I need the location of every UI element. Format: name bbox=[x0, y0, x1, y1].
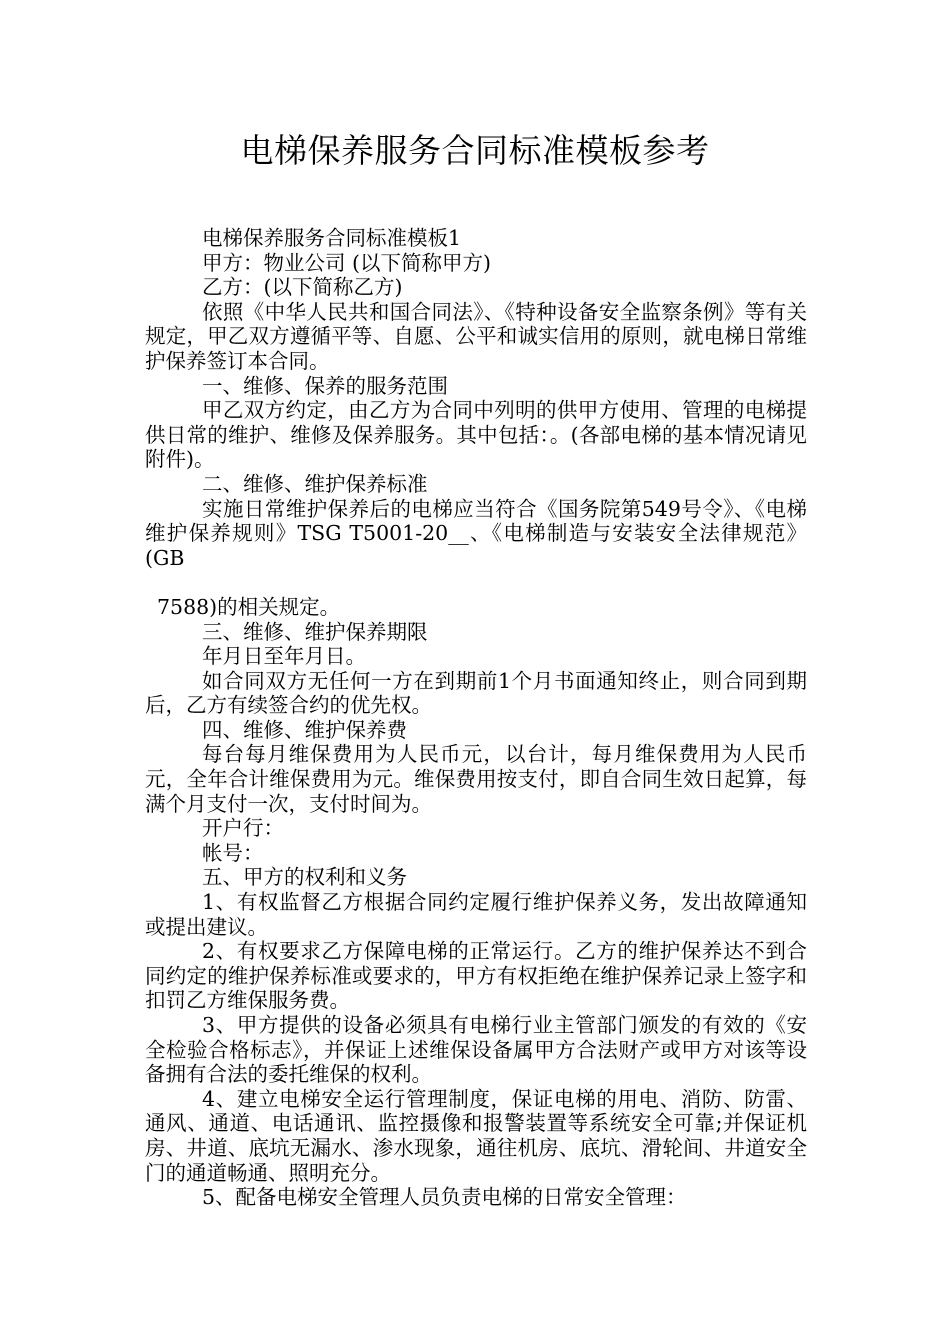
clause-heading: 二、维修、维护保养标准 bbox=[202, 471, 428, 496]
bank-line: 开户行： bbox=[202, 816, 284, 841]
paragraph: 如合同双方无任何一方在到期前1个月书面通知终止，则合同到期后，乙方有续签合约的优先权。 bbox=[145, 668, 807, 718]
section-heading: 电梯保养服务合同标准模板1 bbox=[202, 226, 462, 250]
paragraph: 甲乙双方约定，由乙方为合同中列明的供甲方使用、管理的电梯提供日常的维护、维修及保养服务。其中包括：。(各部电梯的基本情况请见附件)。 bbox=[145, 398, 807, 472]
paragraph: 年月日至年月日。 bbox=[202, 644, 366, 669]
clause-heading: 五、甲方的权利和义务 bbox=[202, 865, 407, 890]
clause-heading: 三、维修、维护保养期限 bbox=[202, 619, 428, 644]
party-b-line: 乙方：(以下简称乙方) bbox=[202, 275, 403, 300]
list-item: 3、甲方提供的设备必须具有电梯行业主管部门颁发的有效的《安全检验合格标志》，并保证上述维保设备属甲方合法财产或甲方对该等设备拥有合法的委托维保的权利。 bbox=[145, 1013, 807, 1087]
document-title: 电梯保养服务合同标准模板参考 bbox=[240, 131, 710, 170]
paragraph: 实施日常维护保养后的电梯应当符合《国务院第549号令》、《电梯维护保养规则》TSG T5001-20__、《电梯制造与安装安全法律规范》(GB bbox=[145, 496, 807, 570]
document-body bbox=[145, 226, 807, 1210]
list-item: 4、建立电梯安全运行管理制度，保证电梯的用电、消防、防雷、通风、通道、电话通讯、监控摄像和报警装置等系统安全可靠;并保证机房、井道、底坑无漏水、渗水现象，通往机房、底坑、滑轮间、井道安全门的通道畅通、照明充分。 bbox=[145, 1086, 807, 1185]
clause-heading: 四、维修、维护保养费 bbox=[202, 717, 407, 742]
account-line: 帐号： bbox=[202, 840, 264, 865]
paragraph-continuation: 7588)的相关规定。 bbox=[157, 594, 341, 619]
list-item: 1、有权监督乙方根据合同约定履行维护保养义务，发出故障通知或提出建议。 bbox=[145, 890, 807, 939]
clause-heading: 一、维修、保养的服务范围 bbox=[202, 373, 448, 398]
list-item: 2、有权要求乙方保障电梯的正常运行。乙方的维护保养达不到合同约定的维护保养标准或要求的，甲方有权拒绝在维护保养记录上签字和扣罚乙方维保服务费。 bbox=[145, 939, 807, 1013]
list-item: 5、配备电梯安全管理人员负责电梯的日常安全管理： bbox=[202, 1185, 687, 1210]
party-a-line: 甲方：物业公司 (以下简称甲方) bbox=[202, 250, 492, 275]
paragraph: 依照《中华人民共和国合同法》、《特种设备安全监察条例》等有关规定，甲乙双方遵循平等、自愿、公平和诚实信用的原则，就电梯日常维护保养签订本合同。 bbox=[145, 299, 807, 373]
paragraph: 每台每月维保费用为人民币元，以台计，每月维保费用为人民币元，全年合计维保费用为元。维保费用按支付，即自合同生效日起算，每满个月支付一次，支付时间为。 bbox=[145, 742, 807, 816]
